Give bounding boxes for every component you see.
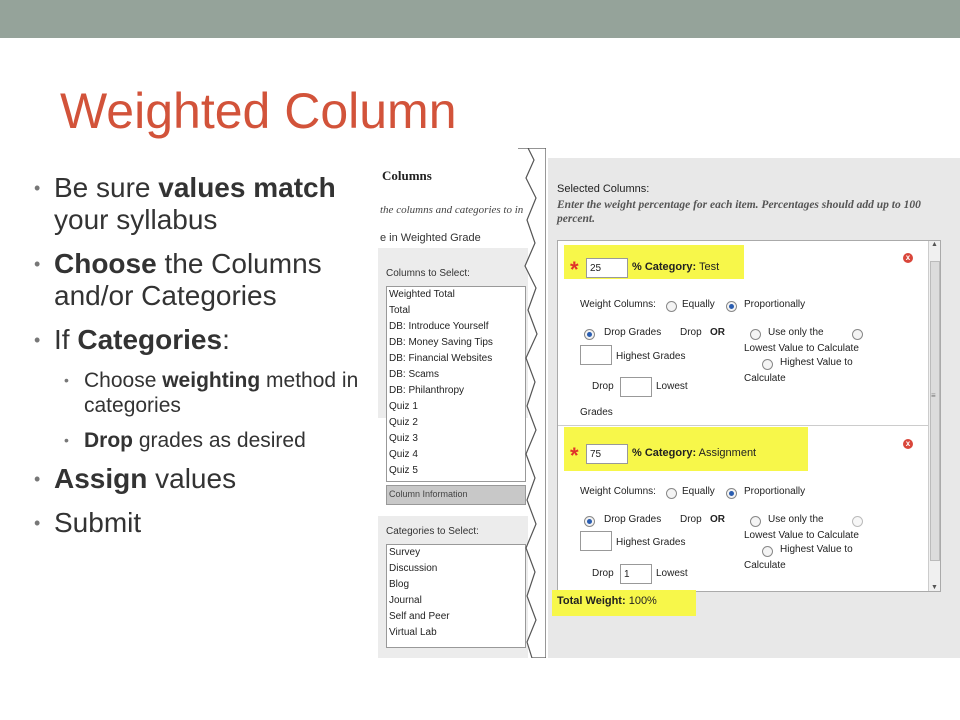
list-item[interactable]: DB: Money Saving Tips: [389, 337, 493, 348]
bullet-list: [34, 172, 374, 551]
proportionally-label: Proportionally: [744, 486, 806, 497]
top-bar: [0, 0, 960, 38]
highest-value-radio[interactable]: [762, 546, 773, 557]
highest-grades-label: Highest Grades: [616, 537, 686, 548]
weight-columns-label: Weight Columns:: [580, 299, 656, 310]
list-item[interactable]: Discussion: [389, 563, 438, 574]
list-item[interactable]: Survey: [389, 547, 421, 558]
instructions-text: Enter the weight percentage for each item. Percentages should add up to 100 percent.: [557, 199, 921, 225]
list-item[interactable]: [387, 479, 525, 482]
categories-listbox[interactable]: [386, 544, 526, 648]
highest-value-label: Highest Value to: [780, 357, 853, 368]
columns-screenshot-panel: [378, 148, 546, 658]
columns-to-select-label: Columns to Select:: [386, 268, 470, 279]
selected-items-box: [557, 240, 941, 592]
drop-lowest-input[interactable]: 1: [620, 564, 652, 584]
bullet-choose-columns: • Choose the Columns and/or Categories: [34, 248, 374, 312]
list-item[interactable]: Quiz 2: [389, 417, 418, 428]
list-item[interactable]: Journal: [389, 595, 422, 606]
remove-icon[interactable]: x: [903, 439, 913, 449]
list-item[interactable]: Quiz 1: [389, 401, 418, 412]
or-label: OR: [710, 327, 725, 338]
calculate-label: Calculate: [744, 373, 786, 384]
list-item[interactable]: DB: Philanthropy: [389, 385, 465, 396]
drop-grades-radio[interactable]: [584, 329, 595, 340]
use-only-label: Use only the: [768, 514, 824, 525]
list-item[interactable]: Virtual Lab: [389, 627, 437, 638]
remove-icon[interactable]: x: [903, 253, 913, 263]
list-item[interactable]: Quiz 4: [389, 449, 418, 460]
proportionally-label: Proportionally: [744, 299, 806, 310]
scroll-down-icon[interactable]: ▼: [931, 584, 938, 591]
use-only-lowest-radio[interactable]: [750, 329, 761, 340]
list-item[interactable]: Total: [389, 305, 411, 316]
equally-label: Equally: [682, 299, 715, 310]
drop-grades-label: Drop Grades: [604, 514, 662, 525]
required-star: *: [570, 443, 579, 468]
selected-columns-label: Selected Columns:: [557, 183, 650, 195]
bullet-values-match: • Be sure values match your syllabus: [34, 172, 374, 236]
selected-columns-panel: [548, 158, 960, 658]
total-weight: Total Weight: 100%: [557, 595, 657, 607]
item-divider: [558, 425, 929, 426]
columns-header: [378, 148, 528, 248]
list-item[interactable]: DB: Introduce Yourself: [389, 321, 489, 332]
proportionally-radio[interactable]: [726, 488, 737, 499]
proportionally-radio[interactable]: [726, 301, 737, 312]
columns-title: Columns: [382, 168, 432, 183]
columns-listbox[interactable]: [386, 286, 526, 482]
grades-label: Grades: [580, 407, 613, 418]
equally-radio[interactable]: [666, 488, 677, 499]
scrollbar[interactable]: [928, 241, 940, 591]
categories-to-select-label: Categories to Select:: [386, 526, 479, 537]
scrollbar-thumb[interactable]: [930, 261, 940, 561]
list-item[interactable]: Quiz 5: [389, 465, 418, 476]
list-item[interactable]: Quiz 3: [389, 433, 418, 444]
required-star: *: [570, 257, 579, 282]
list-item[interactable]: DB: Scams: [389, 369, 440, 380]
lowest-value-label: Lowest Value to Calculate: [744, 343, 859, 354]
drop-label: Drop: [680, 327, 702, 338]
drop-lowest-label: Drop: [592, 381, 614, 392]
highest-value-label: Highest Value to: [780, 544, 853, 555]
sub-bullet-drop: • Drop grades as desired: [64, 428, 374, 453]
drop-lowest-input[interactable]: [620, 377, 652, 397]
calculate-label: Calculate: [744, 560, 786, 571]
lowest-label: Lowest: [656, 568, 688, 579]
category-label-test: % Category: Test: [632, 261, 720, 273]
highest-value-radio[interactable]: [762, 359, 773, 370]
highest-grades-label: Highest Grades: [616, 351, 686, 362]
torn-edge: [518, 148, 546, 658]
bullet-submit: • Submit: [34, 507, 374, 539]
category-label-assignment: % Category: Assignment: [632, 447, 757, 459]
highest-value-radio-a[interactable]: [852, 329, 863, 340]
equally-radio[interactable]: [666, 301, 677, 312]
drop-lowest-label: Drop: [592, 568, 614, 579]
weight-input-assignment[interactable]: 75: [586, 444, 628, 464]
use-only-lowest-radio[interactable]: [750, 516, 761, 527]
equally-label: Equally: [682, 486, 715, 497]
scroll-up-icon[interactable]: ▲: [931, 241, 938, 248]
bullet-if-categories: • If Categories:: [34, 324, 374, 356]
list-item[interactable]: Weighted Total: [389, 289, 455, 300]
weighted-grade-label: e in Weighted Grade: [380, 232, 481, 244]
slide-title: Weighted Column: [60, 83, 457, 139]
list-item[interactable]: Blog: [389, 579, 410, 590]
lowest-label: Lowest: [656, 381, 688, 392]
or-label: OR: [710, 514, 725, 525]
column-information-button[interactable]: Column Information: [386, 485, 526, 505]
bullet-assign-values: • Assign values: [34, 463, 374, 495]
drop-label: Drop: [680, 514, 702, 525]
weight-columns-label: Weight Columns:: [580, 486, 656, 497]
sub-bullet-weighting: • Choose weighting method in categories: [64, 368, 374, 418]
list-item[interactable]: DB: Financial Websites: [389, 353, 493, 364]
columns-subtitle: the columns and categories to in: [380, 204, 524, 216]
drop-grades-radio[interactable]: [584, 516, 595, 527]
highest-grades-input[interactable]: [580, 531, 612, 551]
list-item[interactable]: Self and Peer: [389, 611, 450, 622]
weight-input-test[interactable]: 25: [586, 258, 628, 278]
highest-grades-input[interactable]: [580, 345, 612, 365]
drop-grades-label: Drop Grades: [604, 327, 662, 338]
highest-value-radio-a[interactable]: [852, 516, 863, 527]
grip-icon: ≡: [931, 391, 936, 400]
lowest-value-label: Lowest Value to Calculate: [744, 530, 859, 541]
use-only-label: Use only the: [768, 327, 824, 338]
